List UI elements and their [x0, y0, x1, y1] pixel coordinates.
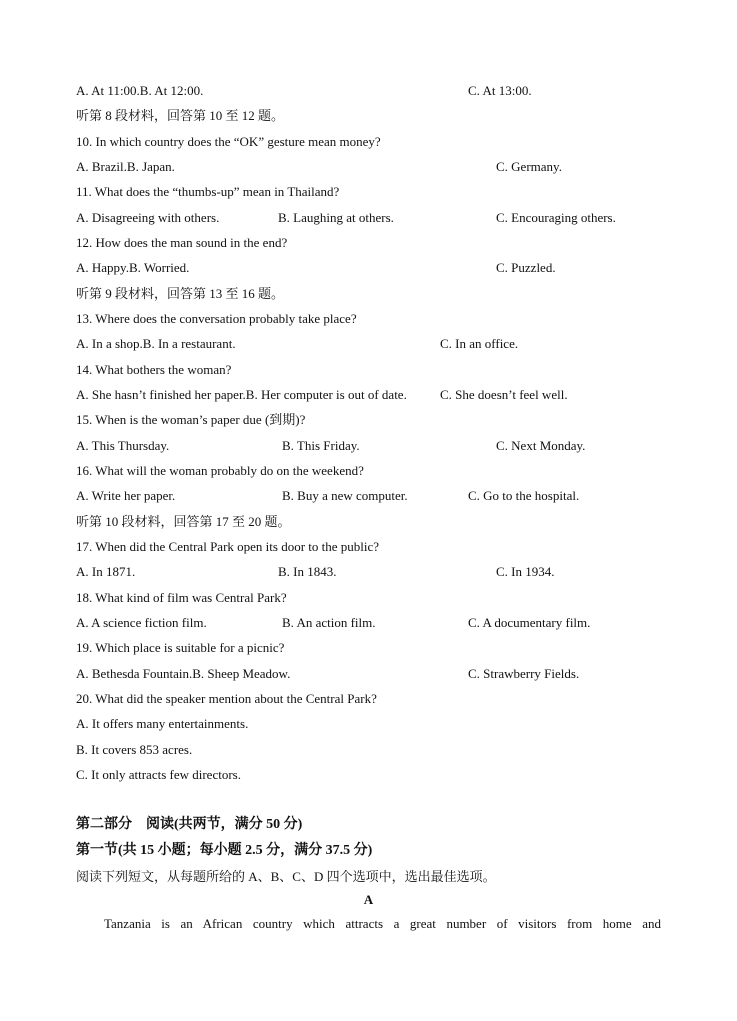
q9-options-ab: A. At 11:00.B. At 12:00. — [76, 83, 204, 98]
q11-option-b: B. Laughing at others. — [278, 210, 394, 225]
q20-option-a: A. It offers many entertainments. — [76, 716, 249, 731]
q14-option-c: C. She doesn’t feel well. — [440, 387, 568, 402]
q10-option-c: C. Germany. — [496, 159, 562, 174]
q17-option-b: B. In 1843. — [278, 564, 337, 579]
section-8-heading: 听第 8 段材料，回答第 10 至 12 题。 — [76, 108, 285, 123]
question-13: 13. Where does the conversation probably take place? — [76, 311, 357, 326]
question-12: 12. How does the man sound in the end? — [76, 235, 288, 250]
passage-label: A — [363, 892, 374, 907]
question-10: 10. In which country does the “OK” gesture mean money? — [76, 134, 381, 149]
q11-option-a: A. Disagreeing with others. — [76, 210, 220, 225]
q18-option-c: C. A documentary film. — [468, 615, 591, 630]
q15-option-b: B. This Friday. — [282, 438, 360, 453]
passage-text: Tanzania is an African country which attracts a great number of visitors from home and — [104, 916, 661, 931]
question-11: 11. What does the “thumbs-up” mean in Thailand? — [76, 184, 340, 199]
q18-option-b: B. An action film. — [282, 615, 376, 630]
q16-option-b: B. Buy a new computer. — [282, 488, 408, 503]
q20-option-b: B. It covers 853 acres. — [76, 742, 193, 757]
section-1-heading: 第一节(共 15 小题；每小题 2.5 分，满分 37.5 分) — [76, 843, 373, 858]
q14-options-ab: A. She hasn’t finished her paper.B. Her computer is out of date. — [76, 387, 407, 402]
section-9-heading: 听第 9 段材料，回答第 13 至 16 题。 — [76, 286, 285, 301]
question-15: 15. When is the woman’s paper due (到期)? — [76, 412, 306, 427]
question-16: 16. What will the woman probably do on the weekend? — [76, 463, 364, 478]
q19-options-ab: A. Bethesda Fountain.B. Sheep Meadow. — [76, 666, 291, 681]
q19-option-c: C. Strawberry Fields. — [468, 666, 580, 681]
question-17: 17. When did the Central Park open its door to the public? — [76, 539, 380, 554]
q17-option-c: C. In 1934. — [496, 564, 555, 579]
q10-options-ab: A. Brazil.B. Japan. — [76, 159, 175, 174]
section-10-heading: 听第 10 段材料，回答第 17 至 20 题。 — [76, 514, 291, 529]
q13-options-ab: A. In a shop.B. In a restaurant. — [76, 336, 236, 351]
q16-option-a: A. Write her paper. — [76, 488, 176, 503]
part-2-heading: 第二部分 阅读(共两节，满分 50 分) — [76, 817, 303, 832]
q12-option-c: C. Puzzled. — [496, 260, 556, 275]
q13-option-c: C. In an office. — [440, 336, 519, 351]
question-19: 19. Which place is suitable for a picnic? — [76, 640, 285, 655]
q12-options-ab: A. Happy.B. Worried. — [76, 260, 190, 275]
q15-option-a: A. This Thursday. — [76, 438, 170, 453]
q11-option-c: C. Encouraging others. — [496, 210, 616, 225]
reading-instruction: 阅读下列短文，从每题所给的 A、B、C、D 四个选项中，选出最佳选项。 — [76, 869, 496, 884]
question-20: 20. What did the speaker mention about the Central Park? — [76, 691, 377, 706]
q16-option-c: C. Go to the hospital. — [468, 488, 580, 503]
q20-option-c: C. It only attracts few directors. — [76, 767, 241, 782]
q9-option-c: C. At 13:00. — [468, 83, 532, 98]
q15-option-c: C. Next Monday. — [496, 438, 586, 453]
question-14: 14. What bothers the woman? — [76, 362, 232, 377]
question-18: 18. What kind of film was Central Park? — [76, 590, 287, 605]
q18-option-a: A. A science fiction film. — [76, 615, 207, 630]
q17-option-a: A. In 1871. — [76, 564, 136, 579]
